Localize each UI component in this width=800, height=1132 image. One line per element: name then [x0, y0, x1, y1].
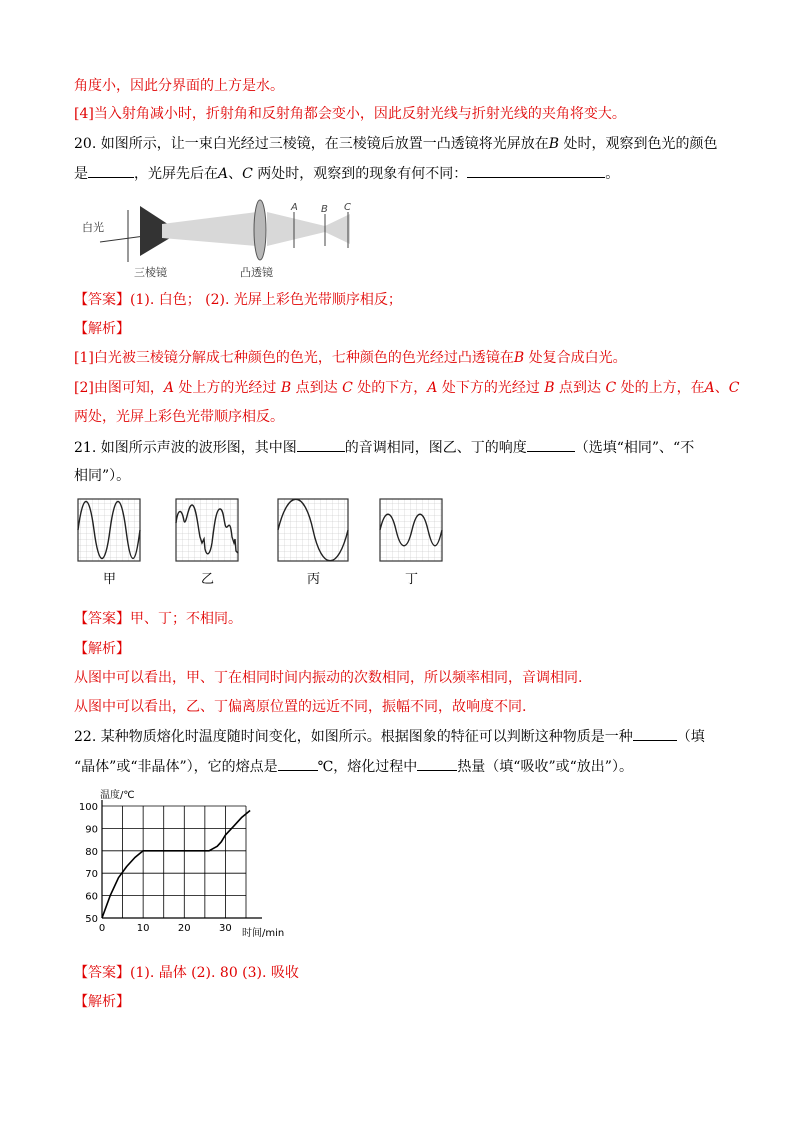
q20-a2c: 点到达 — [291, 380, 343, 396]
y-tick-label: 90 — [85, 824, 98, 836]
x-tick-label: 20 — [177, 923, 191, 934]
q20-text-1b: 处时，观察到色光的颜色 — [559, 136, 718, 152]
q21-answer-text: 甲、丁；不相同。 — [130, 611, 242, 627]
label-yi: 乙 — [201, 572, 215, 587]
x-tick-label: 10 — [136, 923, 150, 934]
q20-text-2b: ，光屏先后在 — [134, 166, 218, 182]
prev-answer-line-1: 角度小，因此分界面的上方是水。 — [74, 78, 284, 94]
x-tick-label: 0 — [98, 923, 106, 934]
q20-answer — [74, 290, 402, 310]
q20-var-b: B — [548, 136, 560, 152]
label-a: A — [291, 202, 298, 213]
label-b: B — [321, 204, 328, 215]
converging-beam — [267, 212, 325, 246]
prism-label: 三棱镜 — [134, 266, 167, 279]
wave-ding — [380, 499, 442, 561]
q20-var-a: A — [218, 166, 229, 182]
q22-analysis-tag: 【解析】 — [74, 994, 130, 1010]
q22-blank-3[interactable] — [417, 756, 457, 771]
wave-bing — [278, 499, 348, 561]
y-tick-label: 50 — [85, 914, 98, 925]
q20-a2b: 处上方的光经过 — [173, 380, 281, 396]
label-ding: 丁 — [405, 572, 419, 587]
q20-a2-a2: A — [427, 380, 438, 396]
q20-a2-b: B — [280, 380, 292, 396]
q22-text-2a: “晶体”或“非晶体”），它的熔点是 — [74, 759, 278, 775]
q20-a2-a3: A — [704, 380, 715, 396]
q21-analysis-line-1: 从图中可以看出，甲、丁在相同时间内振动的次数相同，所以频率相同，音调相同. — [74, 670, 583, 686]
answer-tag: 【答案】 — [74, 965, 130, 981]
q20-a2e: 处下方的光经过 — [437, 380, 545, 396]
q22-text-1b: （填 — [676, 729, 705, 745]
prism-lens-figure — [82, 198, 362, 280]
q20-blank-1[interactable] — [88, 163, 134, 178]
q20-a1-b: B — [513, 350, 525, 366]
q20-analysis-line-1 — [74, 348, 627, 368]
q20-a2f: 点到达 — [554, 380, 606, 396]
q20-text-2d: 。 — [605, 166, 620, 182]
q20-text-line-2 — [74, 163, 619, 184]
q20-a2d: 处的下方， — [352, 380, 428, 396]
y-tick-label: 70 — [85, 869, 98, 881]
y-axis-label: 温度/℃ — [100, 790, 135, 801]
q20-analysis-line-2 — [74, 378, 740, 398]
answer-tag: 【答案】 — [74, 292, 130, 308]
q22-answer — [74, 963, 299, 983]
q20-text-2a: 是 — [74, 166, 88, 182]
white-light-label: 白光 — [82, 221, 104, 234]
q20-analysis-line-3: 两处，光屏上彩色光带顺序相反。 — [74, 409, 284, 425]
q21-analysis-line-2: 从图中可以看出，乙、丁偏离原位置的远近不同，振幅不同，故响度不同. — [74, 699, 527, 715]
melting-curve-chart — [76, 786, 316, 938]
y-tick-label: 60 — [85, 891, 98, 903]
q21-text-1c: （选填“相同”、“不 — [574, 440, 695, 456]
x-tick-label: 30 — [219, 923, 232, 934]
q22-text-2c: 热量（填“吸收”或“放出”）。 — [457, 759, 633, 775]
q21-text-line-1 — [74, 437, 694, 458]
q22-answer-text: (1). 晶体 (2). 80 (3). 吸收 — [130, 965, 299, 981]
waveform-figure — [74, 497, 454, 589]
q20-a2: [2]由图可知， — [74, 380, 164, 396]
diverging-beam — [325, 214, 350, 244]
q20-sep: 、 — [228, 166, 243, 182]
q20-text-line-1 — [74, 134, 717, 154]
q22-blank-1[interactable] — [633, 726, 677, 741]
q22-text-1a: 22. 某种物质熔化时温度随时间变化，如图所示。根据图象的特征可以判断这种物质是一种 — [74, 729, 633, 745]
q21-text-1a: 21. 如图所示声波的波形图，其中图 — [74, 440, 297, 456]
q20-a2-a: A — [163, 380, 174, 396]
q20-a2-c3: C — [728, 380, 740, 396]
label-bing: 丙 — [307, 572, 321, 587]
q22-text-line-2 — [74, 756, 633, 777]
q21-analysis-tag: 【解析】 — [74, 641, 130, 657]
y-tick-label: 100 — [78, 802, 98, 813]
answer-tag: 【答案】 — [74, 611, 130, 627]
q20-text-2c: 两处时，观察到的现象有何不同： — [252, 166, 468, 182]
q20-text-1a: 20. 如图所示，让一束白光经过三棱镜，在三棱镜后放置一凸透镜将光屏放在 — [74, 136, 549, 152]
dispersed-beam — [162, 212, 257, 246]
q20-analysis-tag: 【解析】 — [74, 321, 130, 337]
q20-a2-b2: B — [544, 380, 555, 396]
q20-answer-text: (1). 白色； (2). 光屏上彩色光带顺序相反； — [130, 292, 402, 308]
q20-a1: [1]白光被三棱镜分解成七种颜色的色光，七种颜色的色光经过凸透镜在 — [74, 350, 514, 366]
lens-label: 凸透镜 — [240, 266, 273, 279]
y-tick-label: 80 — [85, 846, 98, 858]
q21-text-1b: 的音调相同，图乙、丁的响度 — [344, 440, 527, 456]
q20-var-c: C — [242, 166, 253, 182]
x-axis-label: 时间/min — [242, 928, 285, 938]
q20-a2-c: C — [342, 380, 353, 396]
q20-a2h: 、 — [714, 380, 729, 396]
q22-text-2b: ℃，熔化过程中 — [317, 759, 418, 775]
q22-blank-2[interactable] — [278, 756, 318, 771]
label-c: C — [344, 202, 351, 213]
q20-a2-c2: C — [605, 380, 617, 396]
q20-a2g: 处的上方，在 — [616, 380, 705, 396]
prev-answer-line-2: [4]当入射角减小时，折射角和反射角都会变小，因此反射光线与折射光线的夹角将变大。 — [74, 106, 626, 122]
label-jia: 甲 — [103, 572, 117, 587]
wave-yi — [176, 499, 238, 561]
convex-lens — [254, 200, 266, 260]
q21-answer — [74, 609, 242, 629]
q20-blank-2[interactable] — [467, 163, 605, 178]
q21-blank-1[interactable] — [297, 437, 345, 452]
wave-jia — [78, 499, 140, 561]
temperature-curve — [102, 811, 250, 919]
q21-blank-2[interactable] — [527, 437, 575, 452]
q20-a1b: 处复合成白光。 — [524, 350, 627, 366]
q22-text-line-1 — [74, 726, 705, 747]
q21-text-line-2: 相同”）。 — [74, 468, 131, 484]
